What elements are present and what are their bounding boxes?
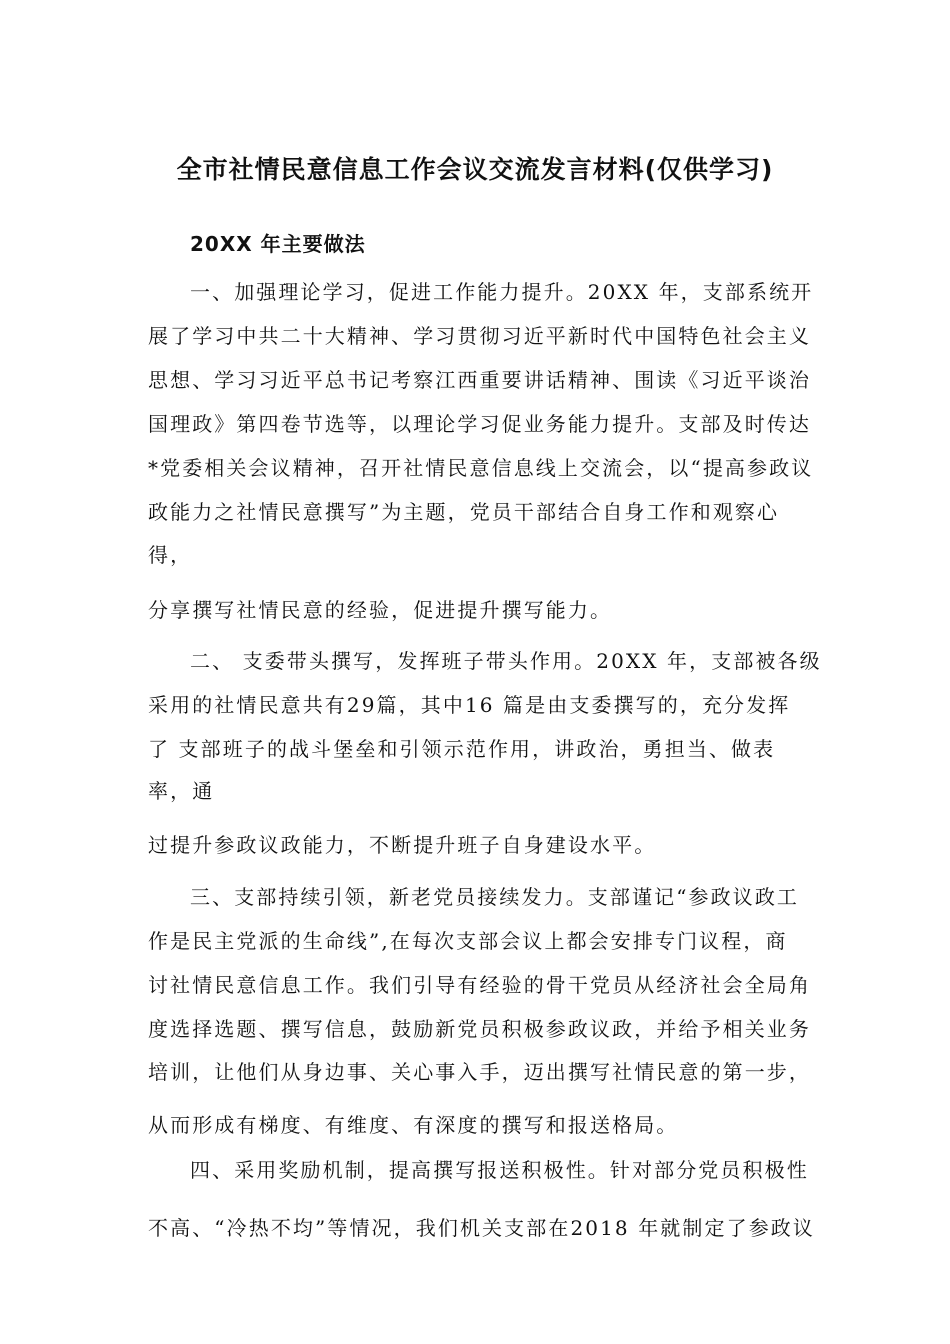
paragraph-line: *党委相关会议精神，召开社情民意信息线上交流会，以“提高参政议 xyxy=(148,456,814,480)
paragraph-line: 度选择选题、撰写信息，鼓励新党员积极参政议政，并给予相关业务 xyxy=(148,1017,811,1041)
paragraph-line: 率，通 xyxy=(148,779,215,803)
section-subheading: 20XX 年主要做法 xyxy=(190,232,366,256)
paragraph-line: 不高、“冷热不均”等情况，我们机关支部在2018 年就制定了参政议 xyxy=(148,1216,816,1240)
paragraph-line: 展了学习中共二十大精神、学习贯彻习近平新时代中国特色社会主义 xyxy=(148,324,811,348)
paragraph-line: 分享撰写社情民意的经验，促进提升撰写能力。 xyxy=(148,598,613,622)
paragraph-line: 三、支部持续引领，新老党员接续发力。支部谨记“参政议政工 xyxy=(190,885,800,909)
paragraph-line: 思想、学习习近平总书记考察江西重要讲话精神、围读《习近平谈治 xyxy=(148,368,811,392)
paragraph-line: 得， xyxy=(148,543,193,567)
paragraph-line: 作是民主党派的生命线”,在每次支部会议上都会安排专门议程，商 xyxy=(148,929,788,953)
paragraph-line: 国理政》第四卷节选等，以理论学习促业务能力提升。支部及时传达 xyxy=(148,412,811,436)
paragraph-line: 讨社情民意信息工作。我们引导有经验的骨干党员从经济社会全局角 xyxy=(148,973,811,997)
paragraph-line: 采用的社情民意共有29篇，其中16 篇是由支委撰写的，充分发挥 xyxy=(148,693,791,717)
paragraph-line: 培训，让他们从身边事、关心事入手，迈出撰写社情民意的第一步， xyxy=(148,1060,811,1084)
paragraph-line: 四、采用奖励机制，提高撰写报送积极性。针对部分党员积极性 xyxy=(190,1158,809,1182)
paragraph-line: 二、 支委带头撰写，发挥班子带头作用。20XX 年，支部被各级 xyxy=(190,649,822,673)
paragraph-line: 政能力之社情民意撰写”为主题，党员干部结合自身工作和观察心 xyxy=(148,500,780,524)
paragraph-line: 过提升参政议政能力，不断提升班子自身建设水平。 xyxy=(148,833,657,857)
document-title: 全市社情民意信息工作会议交流发言材料(仅供学习) xyxy=(176,155,774,184)
paragraph-line: 了 支部班子的战斗堡垒和引领示范作用，讲政治，勇担当、做表 xyxy=(148,737,776,761)
paragraph-line: 一、加强理论学习，促进工作能力提升。20XX 年，支部系统开 xyxy=(190,280,814,304)
paragraph-line: 从而形成有梯度、有维度、有深度的撰写和报送格局。 xyxy=(148,1113,679,1137)
